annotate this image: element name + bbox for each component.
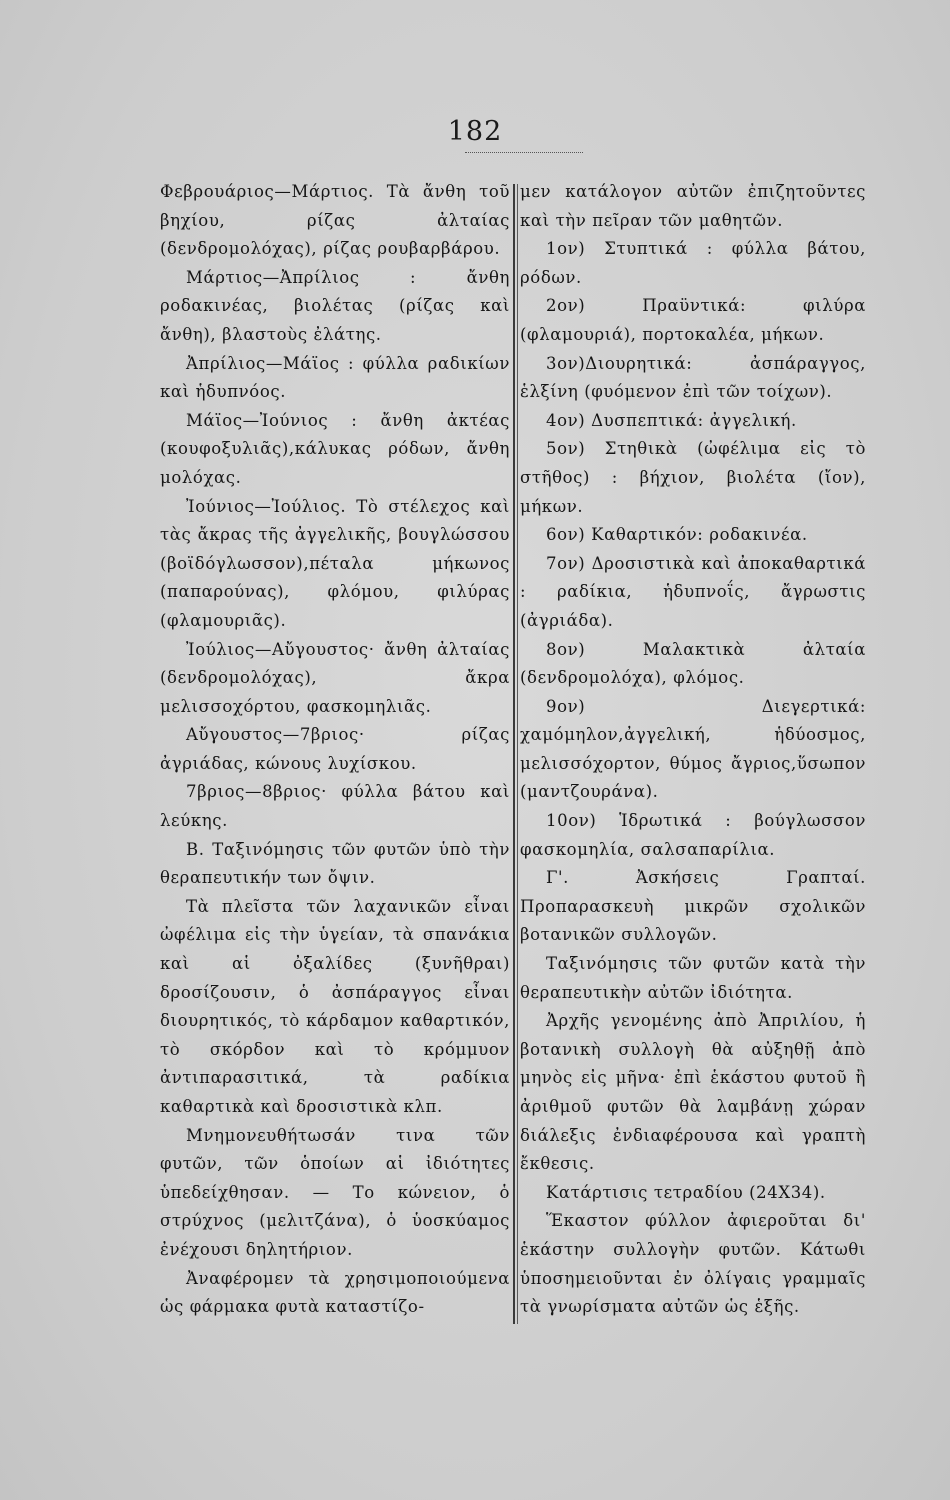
section-heading-b: Β. Ταξινόμησις τῶν φυτῶν ὑπὸ τὴν θεραπευτικήν των ὄψιν. [160,839,510,888]
list-item-9: 9ον) Διεγερτικά: χαμόμηλον,ἀγγελική, ἡδύοσμος, μελισσόχορτον, θύμος ἄγριος,ὕσωπον (μαντζουράνα). [520,696,866,802]
paragraph-jun-jul: Ἰούνιος—Ἰούλιος. Τὸ στέλεχος καὶ τὰς ἄκρας τῆς ἀγγελικῆς, βουγλώσσου (βοϊδόγλωσσον),πέταλα μήκωνος (παπαρούνας), φλόμου, φιλύρας (φλαμουριᾶς). [160,496,510,630]
list-item-8: 8ον) Μαλακτικὰ ἀλταία (δενδρομολόχα), φλόμος. [520,639,866,688]
list-item-2: 2ον) Πραϋντικά: φιλύρα (φλαμουριά), πορτοκαλέα, μήκων. [520,296,866,344]
paragraph-jul-aug: Ἰούλιος—Αὔγουστος· ἄνθη ἀλταίας (δενδρομολόχας), ἄκρα μελισσοχόρτου, φασκομηλιᾶς. [160,639,510,716]
paragraph-each-sheet: Ἕκαστον φύλλον ἀφιεροῦται δι' ἑκάστην συλλογὴν φυτῶν. Κάτωθι ὑποσημειοῦνται ἐν ὀλίγαις γραμμαῖς τὰ γνωρίσματα αὐτῶν ὡς ἑξῆς. [520,1211,866,1317]
list-item-3: 3ον)Διουρητικά: ἀσπάραγγος, ἑλξίνη (φυόμενον ἐπὶ τῶν τοίχων). [520,353,866,402]
paragraph-aug-sep: Αὔγουστος—7βριος· ρίζας ἀγριάδας, κώνους λυχίσκου. [160,725,510,773]
paragraph-feb-mar: Φεβρουάριος—Μάρτιος. Τὰ ἄνθη τοῦ βηχίου, ρίζας ἀλταίας (δενδρομολόχας), ρίζας ρουβαρβάρου. [160,182,510,259]
list-item-5: 5ον) Στηθικὰ (ὠφέλιμα εἰς τὸ στῆθος) : βήχιον, βιολέτα (ἴον), μήκων. [520,439,866,516]
column-divider-inner [517,184,518,1324]
header-rule [465,152,583,153]
paragraph-may-jun: Μάϊος—Ἰούνιος : ἄνθη ἀκτέας (κουφοξυλιᾶς),κάλυκας ρόδων, ἄνθη μολόχας. [160,410,510,487]
paragraph-mar-apr: Μάρτιος—Ἀπρίλιος : ἄνθη ροδακινέας, βιολέτας (ρίζας καὶ ἄνθη), βλαστοὺς ἐλάτης. [160,267,510,344]
column-divider [513,184,515,1324]
paragraph-continuation: μεν κατάλογον αὐτῶν ἐπιζητοῦντες καὶ τὴν πεῖραν τῶν μαθητῶν. [520,182,866,230]
list-item-10: 10ον) Ἱδρωτικά : βούγλωσσον φασκομηλία, σαλσαπαρίλια. [520,811,866,859]
page-number: 182 [447,116,503,147]
paragraph-apr-may: Ἀπρίλιος—Μάϊος : φύλλα ραδικίων καὶ ἡδυπνόος. [160,353,510,402]
right-column [520,178,866,1322]
list-item-6: 6ον) Καθαρτικόν: ροδακινέα. [546,525,808,545]
paragraph-poisonous: Μνημονευθήτωσάν τινα τῶν φυτῶν, τῶν ὁποίων αἱ ἰδιότητες ὑπεδείχθησαν. — Το κώνειον, ὁ στρύχνος (μελιτζάνα), ὁ ὑοσκύαμος ἐνέχουσι δηλητήριον. [160,1125,510,1259]
list-item-7: 7ον) Δροσιστικὰ καὶ ἀποκαθαρτικά : ραδίκια, ἡδυπνοΐς, ἄγρωστις (ἀγριάδα). [520,553,866,630]
paragraph-sep-oct: 7βριος—8βριος· φύλλα βάτου καὶ λεύκης. [160,782,510,831]
paragraph-vegetables: Τὰ πλεῖστα τῶν λαχανικῶν εἶναι ὠφέλιμα εἰς τὴν ὑγείαν, τὰ σπανάκια καὶ αἱ ὀξαλίδες (ξυνῆθραι) δροσίζουσιν, ὁ ἀσπάραγγος εἶναι διουρητικός, τὸ κάρδαμον καθαρτικόν, τὸ σκόρδον καὶ τὸ κρόμμυον ἀντιπαρασιτικά, τὰ ραδίκια καθαρτικὰ καὶ δροσιστικὰ κλπ. [160,896,510,1116]
paragraph-classification: Ταξινόμησις τῶν φυτῶν κατὰ τὴν θεραπευτικὴν αὐτῶν ἰδιότητα. [520,954,866,1002]
list-item-4: 4ον) Δυσπεπτικά: ἀγγελική. [546,410,797,430]
paragraph-notebook: Κατάρτισις τετραδίου (24X34). [546,1182,826,1202]
paragraph-medicinal-intro: Ἀναφέρομεν τὰ χρησιμοποιούμενα ὡς φάρμακα φυτὰ καταστίζο- [160,1268,510,1317]
list-item-1: 1ον) Στυπτικά : φύλλα βάτου, ρόδων. [520,239,866,287]
section-heading-c: Γ'. Ἀσκήσεις Γραπταί. Προπαρασκευὴ μικρῶν σχολικῶν βοτανικῶν συλλογῶν. [520,868,866,945]
left-column [160,178,510,1322]
paragraph-collection: Ἀρχῆς γενομένης ἀπὸ Ἀπριλίου, ἡ βοτανικὴ συλλογὴ θὰ αὐξηθῇ ἀπὸ μηνὸς εἰς μῆνα· ἐπὶ ἑκάστου φυτοῦ ἢ ἀριθμοῦ φυτῶν θὰ λαμβάνῃ χώραν διάλεξις ἐνδιαφέρουσα καὶ γραπτὴ ἔκθεσις. [520,1011,866,1174]
